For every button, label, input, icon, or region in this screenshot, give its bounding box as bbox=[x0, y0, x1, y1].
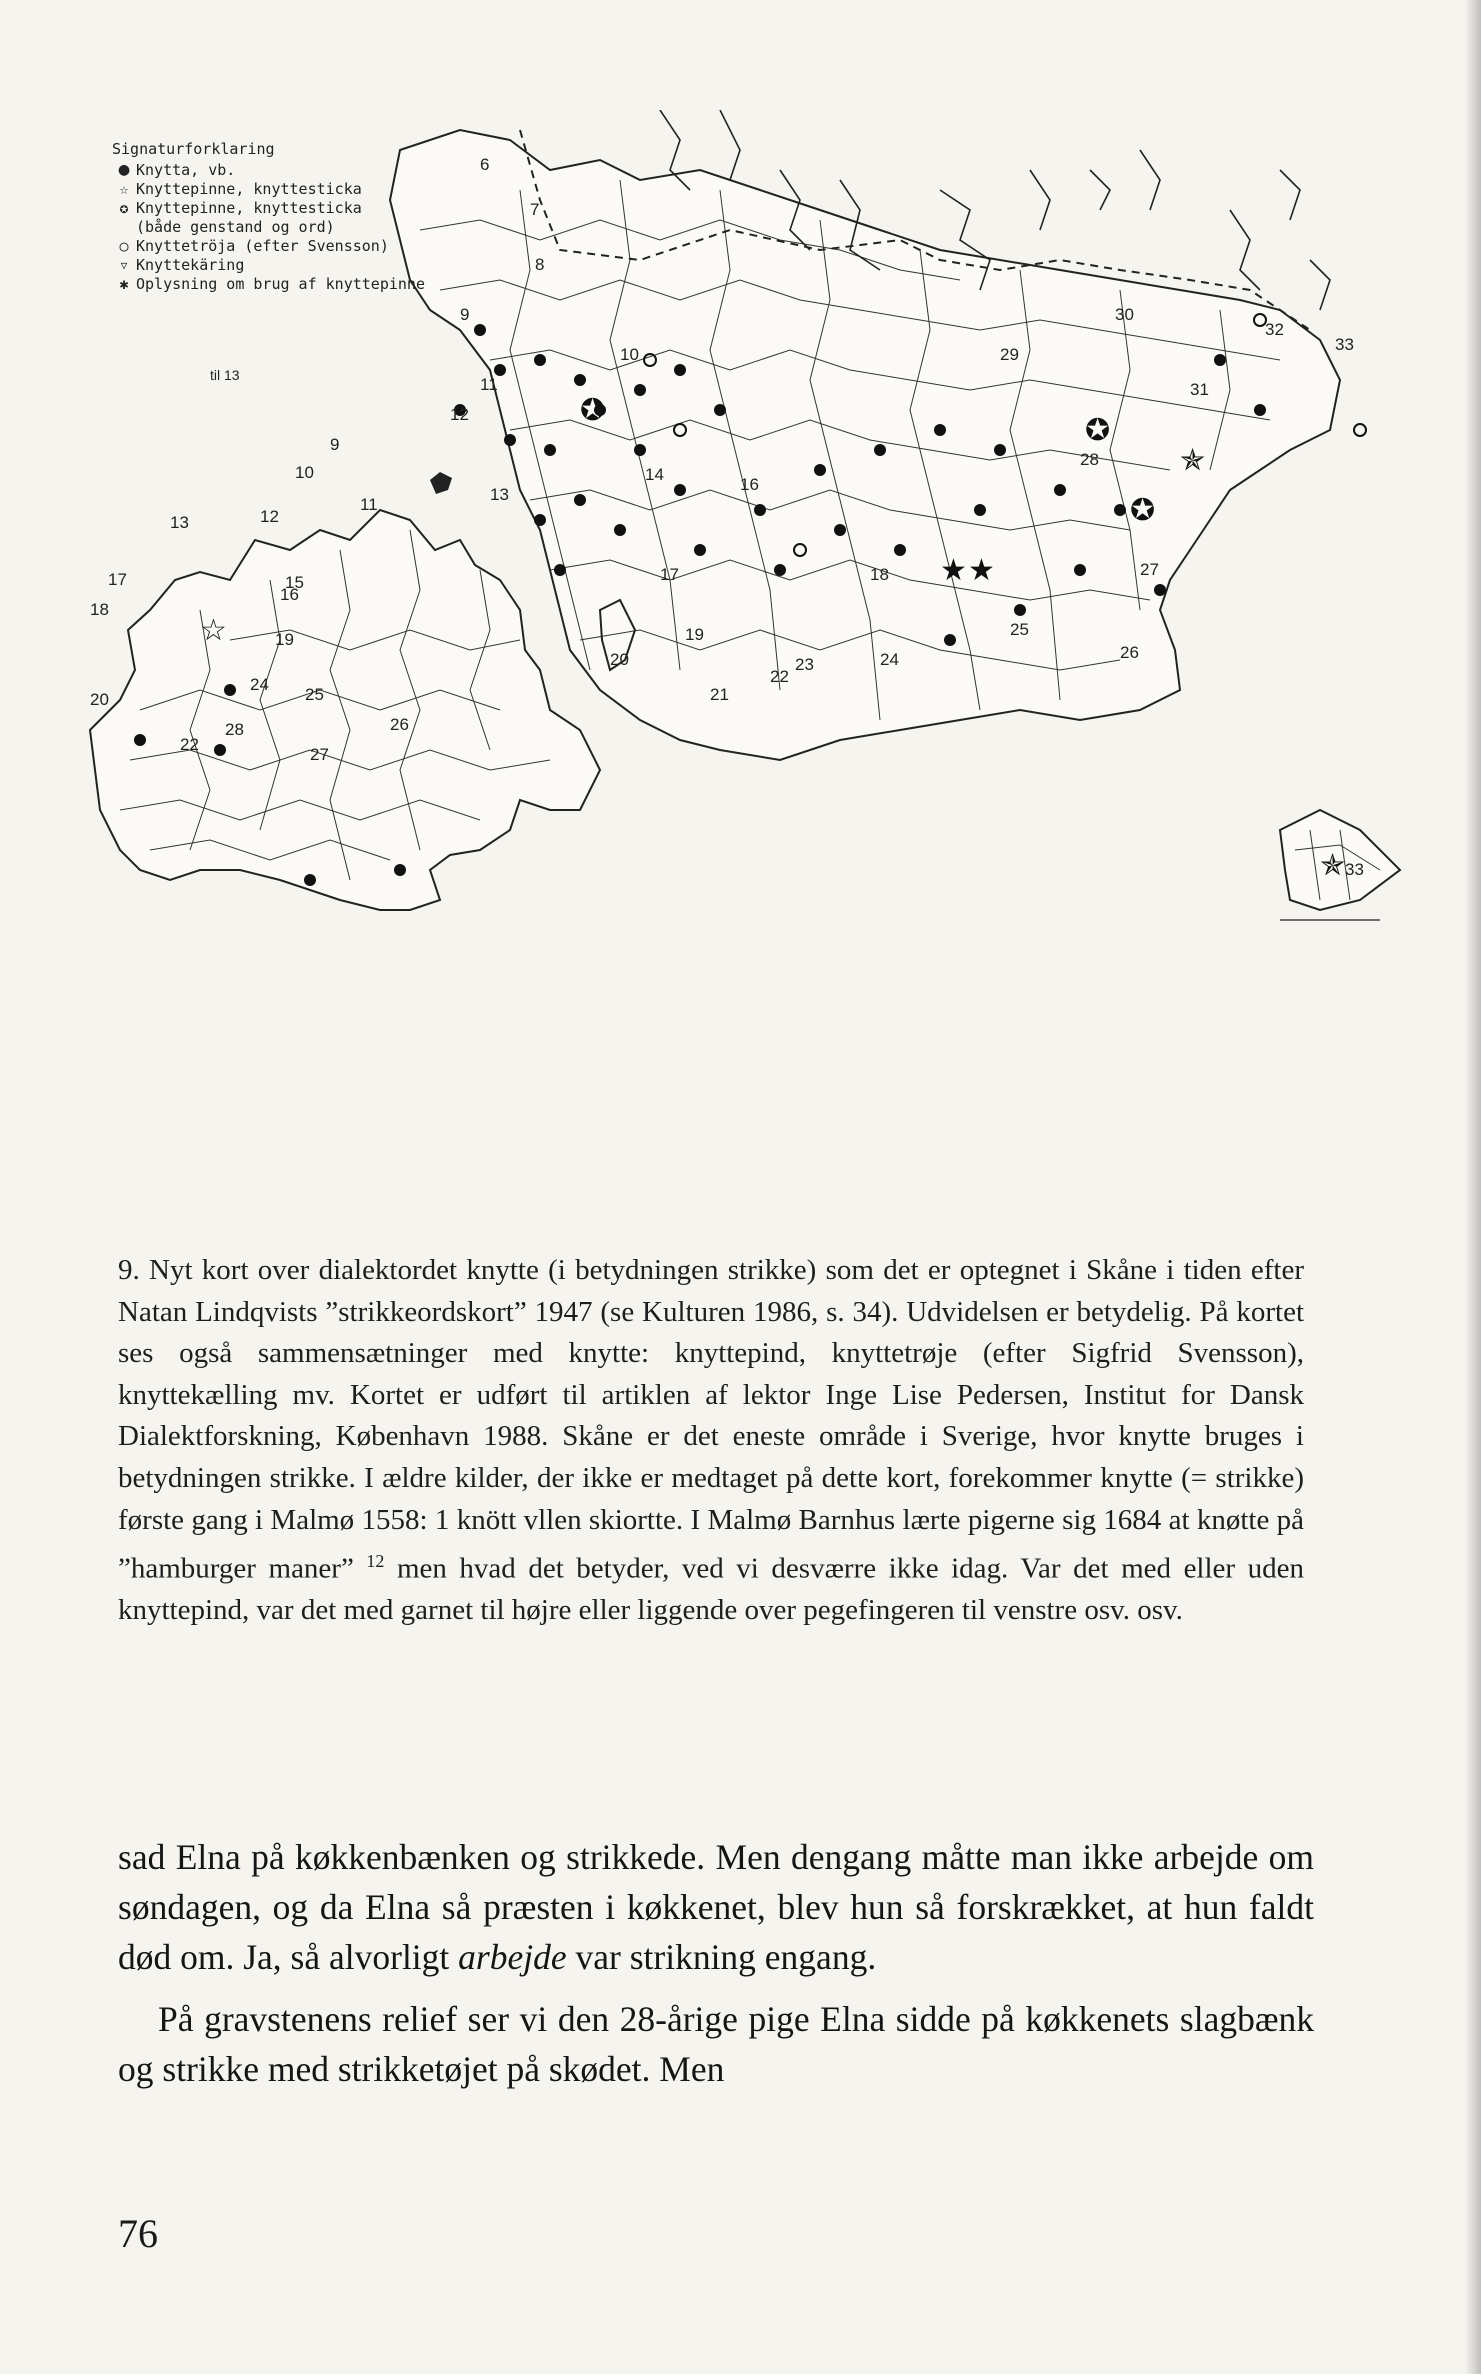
map-dot bbox=[714, 404, 726, 416]
paragraph-text: var strikning engang. bbox=[575, 1937, 877, 1977]
map-dot bbox=[544, 444, 556, 456]
body-text bbox=[118, 1832, 1314, 2094]
map-dot bbox=[224, 684, 236, 696]
svg-text:24: 24 bbox=[250, 675, 269, 694]
svg-text:19: 19 bbox=[685, 625, 704, 644]
legend-label-line: (både genstand og ord) bbox=[136, 218, 335, 236]
caption-text-end: men hvad det betyder, ved vi desværre ikke idag. Var det med eller uden knyttepind, var det med garnet til højre eller liggende over pegefingeren til venstre osv. osv. bbox=[118, 1552, 1304, 1627]
svg-text:16: 16 bbox=[740, 475, 759, 494]
map-dot bbox=[974, 504, 986, 516]
legend-row bbox=[112, 161, 542, 180]
svg-text:23: 23 bbox=[795, 655, 814, 674]
legend-label-line: Knyttepinne, knyttesticka bbox=[136, 199, 362, 217]
svg-text:24: 24 bbox=[880, 650, 899, 669]
svg-text:28: 28 bbox=[1080, 450, 1099, 469]
legend-label: Knyttetröja (efter Svensson) bbox=[136, 237, 389, 255]
map-open-circle bbox=[1354, 424, 1366, 436]
svg-text:7: 7 bbox=[530, 200, 540, 219]
map-dot bbox=[814, 464, 826, 476]
legend-title: Signaturforklaring bbox=[112, 140, 275, 158]
map-dot bbox=[534, 354, 546, 366]
paragraph: På gravstenens relief ser vi den 28-årige pige Elna sidde på køkkenets slagbænk og strikke med strikketøjet på skødet. Men bbox=[118, 1999, 1314, 2089]
map-dot bbox=[774, 564, 786, 576]
svg-text:14: 14 bbox=[645, 465, 664, 484]
svg-text:31: 31 bbox=[1190, 380, 1209, 399]
map-dot bbox=[554, 564, 566, 576]
legend-row bbox=[112, 275, 542, 294]
legend-label: Knyttepinne, knyttesticka bbox=[136, 180, 362, 198]
map-dot bbox=[574, 494, 586, 506]
page-number: 76 bbox=[118, 2211, 158, 2256]
svg-text:11: 11 bbox=[360, 495, 378, 514]
map-dot bbox=[214, 744, 226, 756]
svg-text:16: 16 bbox=[280, 585, 299, 604]
svg-text:21: 21 bbox=[710, 685, 729, 704]
svg-text:10: 10 bbox=[620, 345, 639, 364]
svg-text:13: 13 bbox=[170, 513, 189, 532]
svg-text:26: 26 bbox=[390, 715, 409, 734]
svg-text:20: 20 bbox=[90, 690, 109, 709]
circled-star-icon: ✪ bbox=[119, 199, 129, 217]
open-circle-icon: ○ bbox=[119, 237, 129, 255]
paragraph bbox=[118, 1832, 1314, 1982]
legend-row bbox=[112, 255, 545, 275]
map-star: ★ bbox=[968, 553, 995, 588]
map-dot bbox=[534, 514, 546, 526]
map-dot bbox=[614, 524, 626, 536]
svg-text:28: 28 bbox=[225, 720, 244, 739]
svg-text:8: 8 bbox=[535, 255, 545, 274]
svg-text:12: 12 bbox=[260, 507, 279, 526]
island-ven bbox=[430, 472, 452, 494]
map-circled-star: ✪ bbox=[1085, 413, 1111, 448]
map-dot bbox=[504, 434, 516, 446]
triangle-icon: ▽ bbox=[120, 259, 128, 272]
legend-row bbox=[112, 180, 542, 199]
zealand-coastline bbox=[90, 510, 600, 910]
map-dot bbox=[894, 544, 906, 556]
map-circled-star: ✪ bbox=[580, 393, 606, 428]
map-star: ★ bbox=[940, 553, 967, 588]
svg-text:26: 26 bbox=[1120, 643, 1139, 662]
svg-text:33: 33 bbox=[1335, 335, 1354, 354]
figure-caption bbox=[118, 1250, 1304, 1632]
caption-text: 9. Nyt kort over dialektordet knytte (i betydningen strikke) som det er optegnet i Skåne i tiden efter Natan Lindqvists ”strikkeordskort” 1947 (se Kulturen 1986, s. 34). Udvidelsen er betydelig. På kortet ses også sammensætninger med knytte: knyttepind, knyttetrøje (efter Sigfrid Svensson), knyttekælling mv. Kortet er udført til artiklen af lektor Inge Lise Pedersen, Institut for Dansk Dialektforskning, København 1988. Skåne er det eneste område i Sverige, hvor knytte bruges i betydningen strikke. I ældre kilder, der ikke er medtaget på dette kort, forekommer knytte (= strikke) første gang i Malmø 1558: 1 knött vllen skiortte. I Malmø Barnhus lærte pigerne sig 1684 at knøtte på ”hamburger maner” bbox=[118, 1254, 1304, 1585]
paragraph-text: sad Elna på køkkenbænken og strikkede. Men dengang måtte man ikke arbejde om søndagen, og da Elna så præsten i køkkenet, blev hun så forskrækket, at hun faldt død om. Ja, så alvorligt bbox=[118, 1837, 1314, 1977]
map-dot bbox=[994, 444, 1006, 456]
svg-text:20: 20 bbox=[610, 650, 629, 669]
svg-text:25: 25 bbox=[305, 685, 324, 704]
map-dot bbox=[1154, 584, 1166, 596]
map-dot bbox=[634, 384, 646, 396]
asterisk-star-icon: ✱ bbox=[119, 275, 129, 293]
svg-text:17: 17 bbox=[108, 570, 127, 589]
map-dot bbox=[674, 364, 686, 376]
svg-text:27: 27 bbox=[1140, 560, 1159, 579]
map-star: ☆ bbox=[200, 613, 227, 648]
map-dot bbox=[694, 544, 706, 556]
map-dot bbox=[474, 324, 486, 336]
map-star: ✯ bbox=[1180, 443, 1206, 478]
svg-text:18: 18 bbox=[870, 565, 889, 584]
svg-text:10: 10 bbox=[295, 463, 314, 482]
svg-text:11: 11 bbox=[480, 375, 498, 394]
map-dot bbox=[304, 874, 316, 886]
svg-text:30: 30 bbox=[1115, 305, 1134, 324]
svg-text:22: 22 bbox=[770, 667, 789, 686]
map-dot bbox=[754, 504, 766, 516]
map-dot bbox=[834, 524, 846, 536]
filled-dot-icon: ● bbox=[118, 159, 130, 180]
map-dot bbox=[1254, 404, 1266, 416]
svg-text:9: 9 bbox=[330, 435, 340, 454]
page-edge-shadow bbox=[1465, 0, 1481, 2374]
map-dot bbox=[1114, 504, 1126, 516]
svg-text:13: 13 bbox=[490, 485, 509, 504]
map-dot bbox=[1214, 354, 1226, 366]
map-dot bbox=[944, 634, 956, 646]
map-dot bbox=[1014, 604, 1026, 616]
map-dot bbox=[1054, 484, 1066, 496]
svg-text:19: 19 bbox=[275, 630, 294, 649]
svg-text:22: 22 bbox=[180, 735, 199, 754]
map-note: til 13 bbox=[210, 367, 240, 383]
map-dot bbox=[574, 374, 586, 386]
legend-label bbox=[136, 199, 362, 237]
svg-text:33: 33 bbox=[1345, 860, 1364, 879]
legend-label: Oplysning om brug af knyttepinne bbox=[136, 275, 425, 293]
svg-text:15: 15 bbox=[285, 573, 304, 592]
svg-text:17: 17 bbox=[660, 565, 679, 584]
map-dot bbox=[934, 424, 946, 436]
map-circled-star: ✪ bbox=[1130, 493, 1156, 528]
map-dot bbox=[134, 734, 146, 746]
footnote-ref: 12 bbox=[366, 1551, 385, 1572]
svg-text:27: 27 bbox=[310, 745, 329, 764]
svg-text:32: 32 bbox=[1265, 320, 1284, 339]
legend-label: Knyttekäring bbox=[136, 256, 245, 274]
legend-row bbox=[112, 237, 542, 256]
map-dot bbox=[674, 484, 686, 496]
map-legend bbox=[112, 140, 545, 294]
legend-row bbox=[112, 199, 542, 237]
legend-label: Knytta, vb. bbox=[136, 161, 236, 179]
svg-text:6: 6 bbox=[480, 155, 490, 174]
open-star-icon: ☆ bbox=[119, 180, 129, 198]
svg-text:18: 18 bbox=[90, 600, 109, 619]
svg-text:9: 9 bbox=[460, 305, 470, 324]
map-dot bbox=[1074, 564, 1086, 576]
map-dot bbox=[634, 444, 646, 456]
map-dot bbox=[394, 864, 406, 876]
map-star: ✯ bbox=[1320, 848, 1346, 883]
svg-text:29: 29 bbox=[1000, 345, 1019, 364]
svg-text:12: 12 bbox=[450, 405, 469, 424]
emphasis: arbejde bbox=[458, 1937, 567, 1977]
map-dot bbox=[874, 444, 886, 456]
svg-text:25: 25 bbox=[1010, 620, 1029, 639]
